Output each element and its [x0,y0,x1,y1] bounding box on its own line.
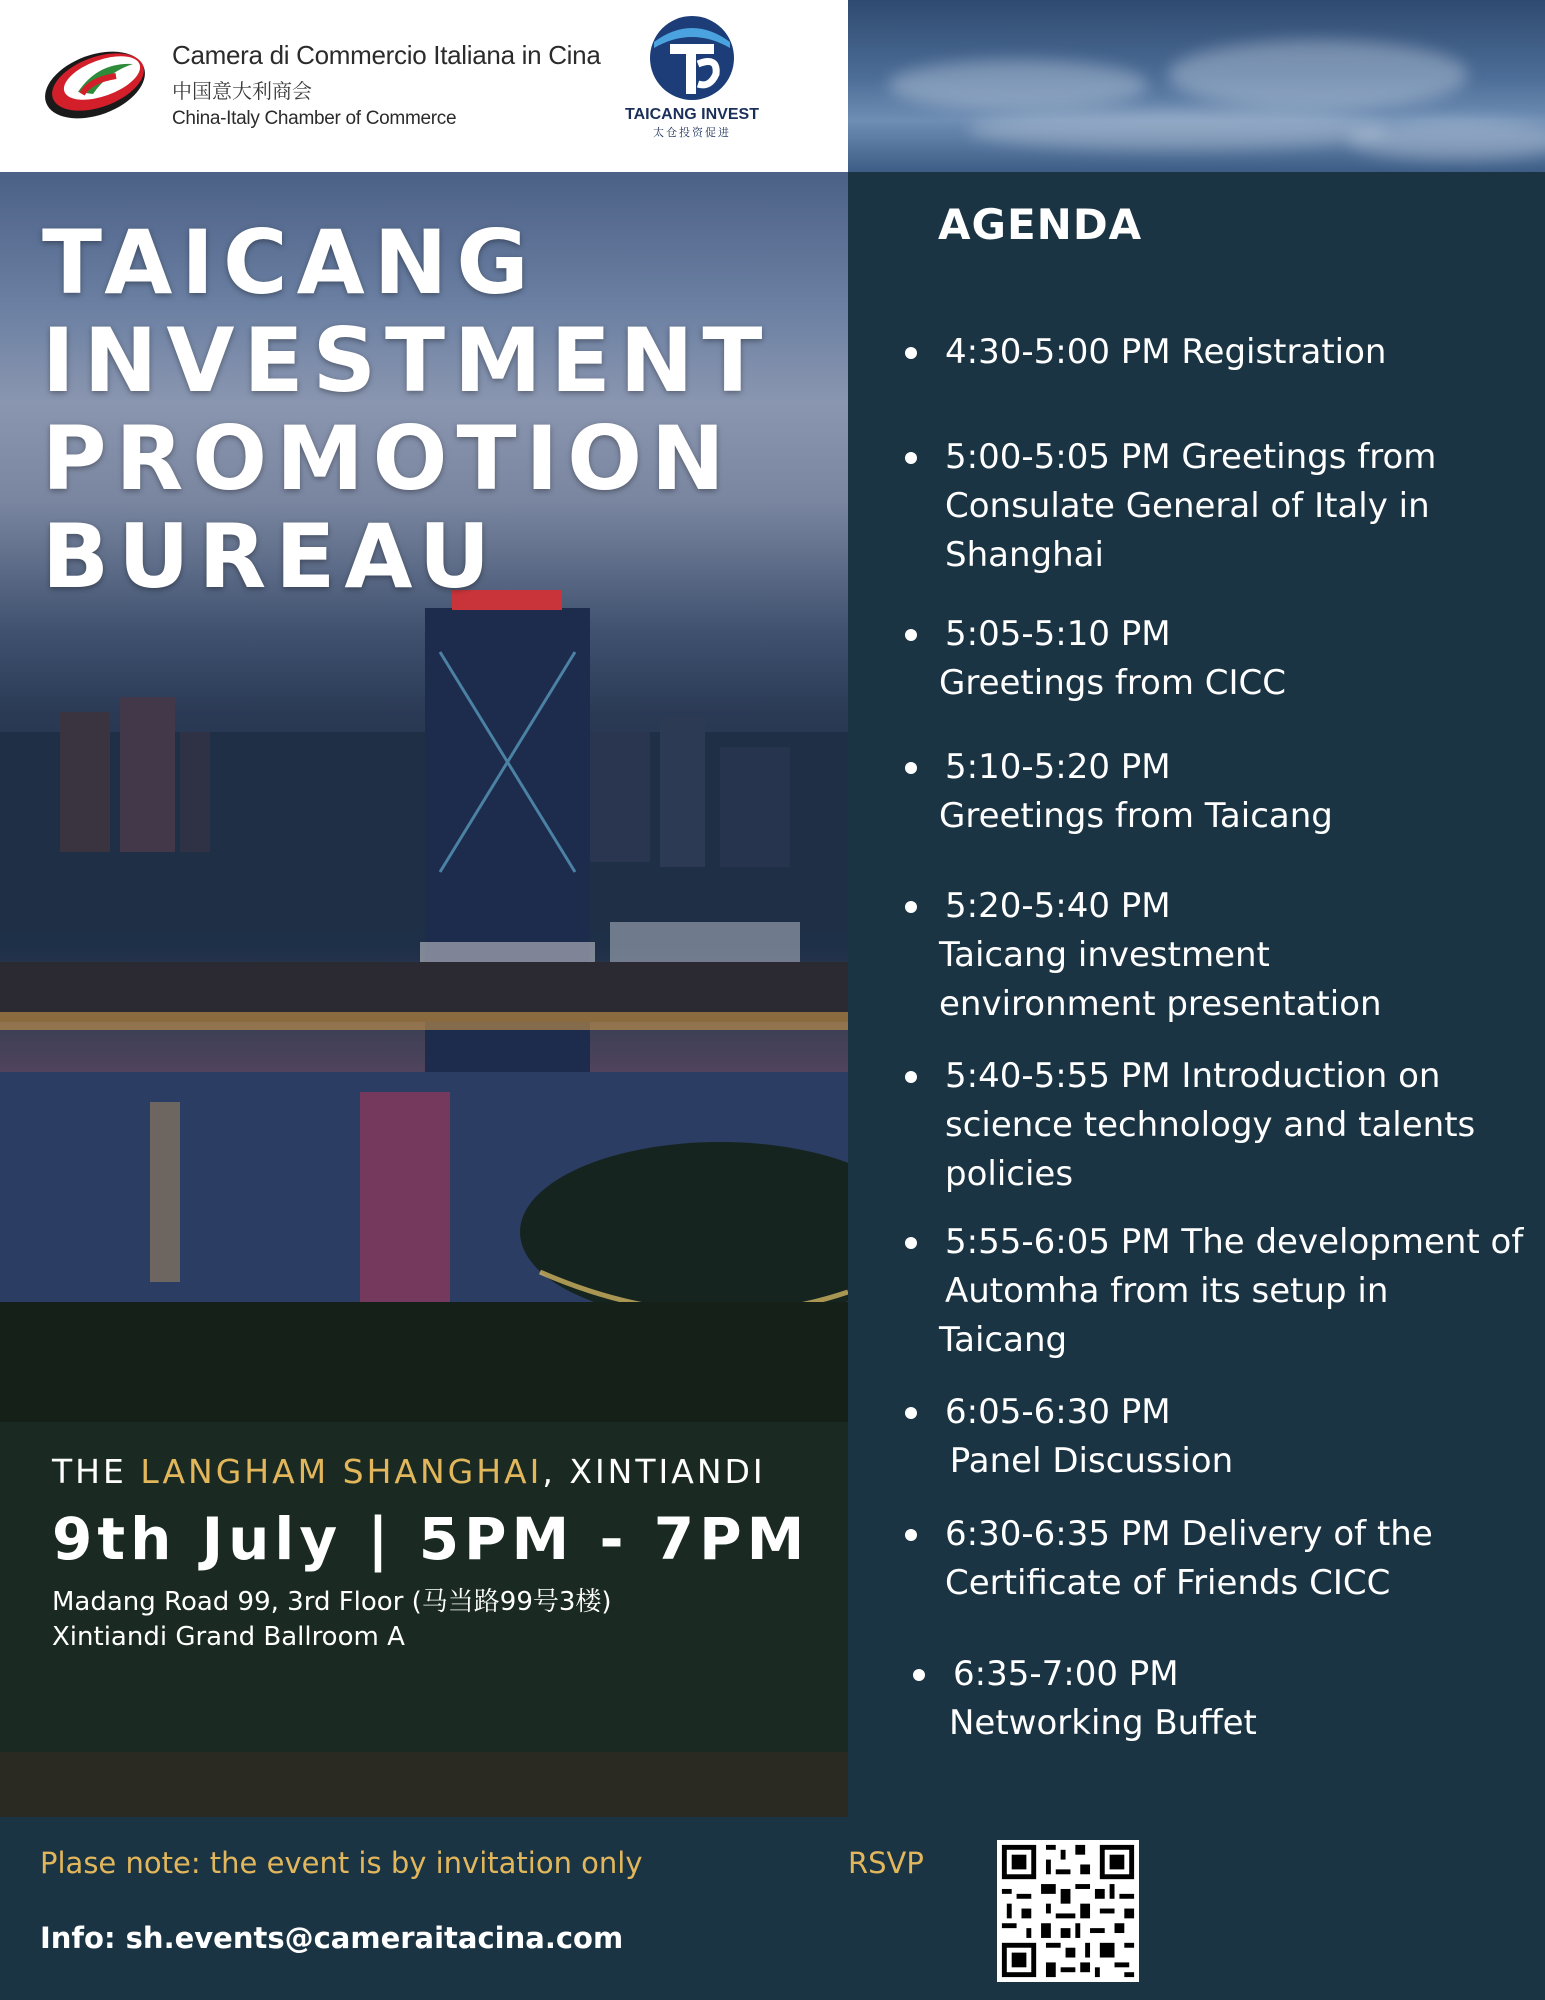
agenda-item-text: 4:30-5:00 PM Registration [945,332,1387,372]
contact-info[interactable]: Info: sh.events@cameraitacina.com [40,1921,624,1955]
bullet-icon [905,1071,917,1083]
title-line-2: INVESTMENT [42,309,772,412]
agenda-item-text: environment presentation [939,984,1382,1024]
bullet-icon [905,1237,917,1249]
agenda-item-text: 5:55-6:05 PM The development of [945,1222,1524,1262]
address-line-1: Madang Road 99, 3rd Floor (马当路99号3楼) [52,1587,612,1617]
event-title [42,211,772,608]
agenda-item-text: 6:30-6:35 PM Delivery of the [945,1514,1433,1554]
bullet-icon [913,1669,925,1681]
rsvp-qr-code[interactable] [997,1840,1139,1982]
agenda-item-text: Automha from its setup in [945,1271,1389,1311]
cicc-name-chinese: 中国意大利商会 [172,81,312,103]
agenda-item-text: policies [945,1154,1074,1194]
bullet-icon [905,347,917,359]
agenda-title: AGENDA [938,200,1143,249]
agenda-item-text: 5:40-5:55 PM Introduction on [945,1056,1441,1096]
header-banner [0,0,848,172]
address-line-2: Xintiandi Grand Ballroom A [52,1622,405,1652]
title-line-3: PROMOTION [42,407,734,510]
agenda-item-text: Shanghai [945,535,1104,575]
agenda-item-text: Taicang [939,1320,1068,1360]
venue-suffix: , XINTIANDI [542,1452,766,1491]
bullet-icon [905,452,917,464]
taicang-invest-chinese: 太仓投资促进 [653,126,731,139]
taicang-invest-logo [610,0,774,172]
cicc-name-english: China-Italy Chamber of Commerce [172,108,457,129]
taicang-invest-name: TAICANG INVEST [625,106,759,123]
agenda-item-text: Greetings from CICC [939,663,1287,703]
agenda-item-time: 5:10-5:20 PM [945,747,1171,787]
agenda-item-text: Greetings from Taicang [939,796,1333,836]
venue-line [52,1452,766,1491]
venue-prefix: THE [52,1452,141,1491]
agenda-item-time: 6:35-7:00 PM [953,1654,1179,1694]
agenda-item-time: 5:05-5:10 PM [945,614,1171,654]
qr-code-icon [997,1840,1139,1982]
agenda-item-text: Panel Discussion [939,1441,1234,1481]
agenda-item-text: Networking Buffet [949,1703,1257,1743]
agenda-item-text: science technology and talents [945,1105,1476,1145]
agenda-item-time: 6:05-6:30 PM [945,1392,1171,1432]
event-date-time: 9th July | 5PM - 7PM [52,1505,810,1573]
invitation-note: Plase note: the event is by invitation only [40,1846,643,1880]
bullet-icon [905,901,917,913]
sky-banner-image [848,0,1545,172]
footer [0,1817,1545,2000]
title-line-4: BUREAU [42,505,500,608]
cicc-name-italian: Camera di Commercio Italiana in Cina [172,40,601,70]
bullet-icon [905,762,917,774]
agenda-item-text: 5:00-5:05 PM Greetings from [945,437,1437,477]
bullet-icon [905,1407,917,1419]
cicc-name [172,40,600,130]
bullet-icon [905,1529,917,1541]
agenda-item-text: Certificate of Friends CICC [945,1563,1391,1603]
bullet-icon [905,629,917,641]
agenda-item-text: Taicang investment [939,935,1270,975]
cicc-logo-icon [38,42,153,128]
venue-highlight: LANGHAM SHANGHAI [140,1452,543,1491]
agenda-item-text: Consulate General of Italy in [945,486,1430,526]
rsvp-label: RSVP [848,1846,924,1880]
agenda-item-time: 5:20-5:40 PM [945,886,1171,926]
taicang-emblem-icon [640,8,744,104]
title-line-1: TAICANG [42,211,538,314]
